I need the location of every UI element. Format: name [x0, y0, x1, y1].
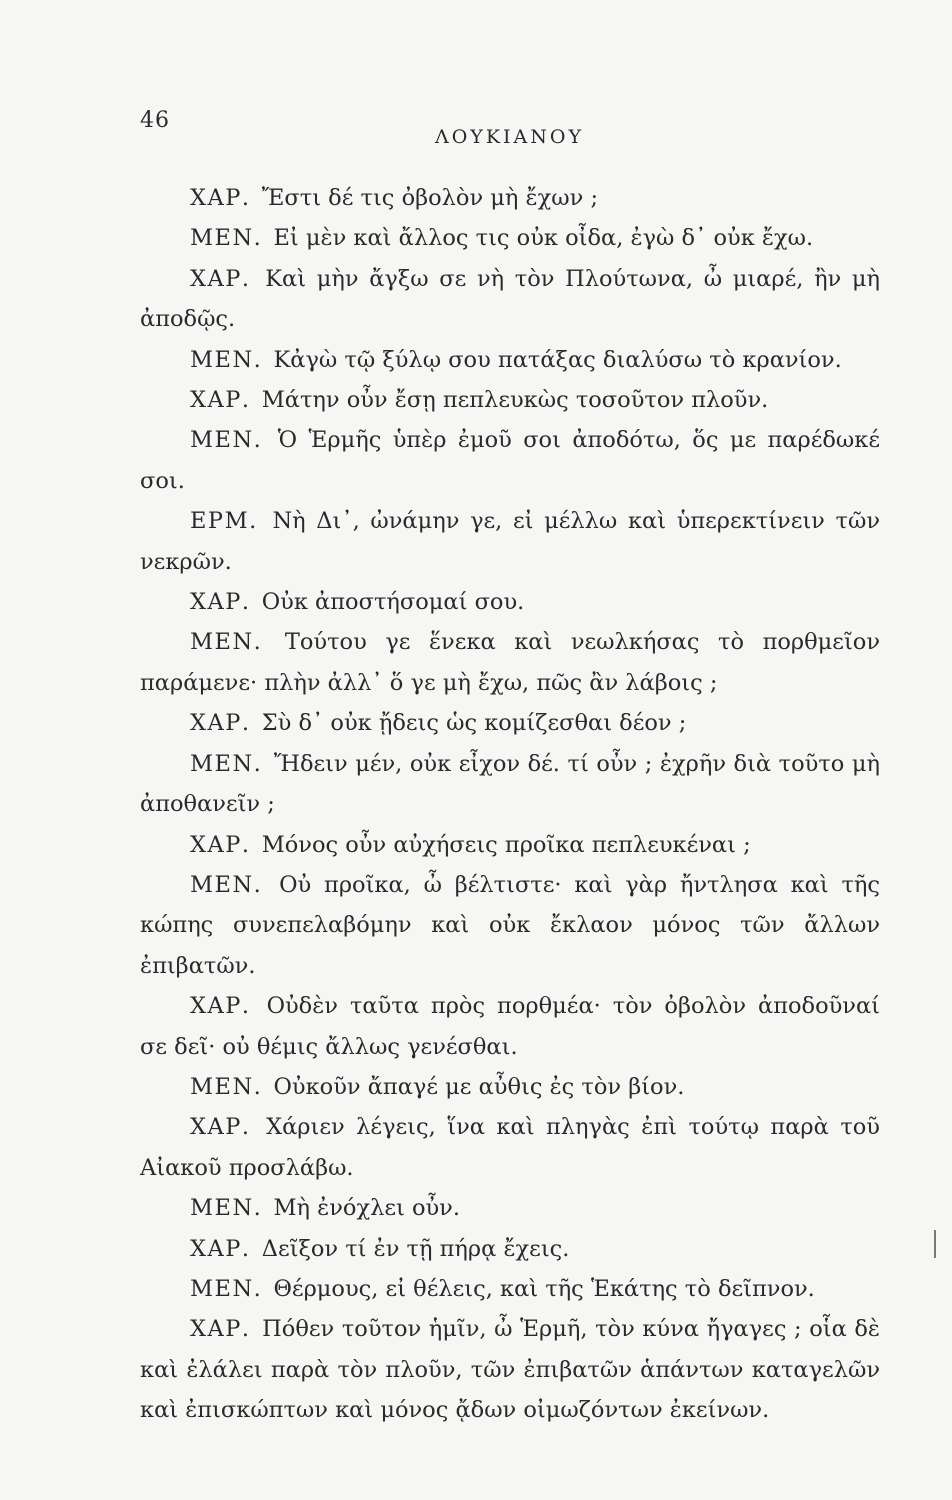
speaker-name: ΜΕΝ. — [190, 1195, 263, 1222]
speaker-name: ΧΑΡ. — [190, 265, 251, 292]
line-text: Νὴ Δι᾽, ὠνάμην γε, εἰ μέλλω καὶ ὑπερεκτίνειν τῶν νεκρῶν. — [140, 508, 880, 575]
line-text: Δεῖξον τί ἐν τῇ πήρᾳ ἔχεις. — [261, 1235, 570, 1262]
line-text: Οὐκ ἀποστήσομαί σου. — [261, 589, 525, 616]
line-text: Μόνος οὖν αὐχήσεις προῖκα πεπλευκέναι ; — [261, 831, 751, 858]
speaker-name: ΜΕΝ. — [190, 1073, 263, 1100]
line-text: Οὐκοῦν ἄπαγέ με αὖθις ἐς τὸν βίον. — [273, 1073, 685, 1100]
speaker-name: ΕΡΜ. — [190, 508, 258, 535]
page-number: 46 — [140, 108, 170, 133]
dialogue-line — [140, 380, 880, 420]
speaker-name: ΜΕΝ. — [190, 750, 263, 777]
line-text: Καὶ μὴν ἄγξω σε νὴ τὸν Πλούτωνα, ὦ μιαρέ, ἢν μὴ ἀποδῷς. — [140, 265, 881, 333]
line-text: Σὺ δ᾽ οὐκ ᾔδεις ὡς κομίζεσθαι δέον ; — [261, 710, 687, 737]
dialogue-line — [140, 1188, 880, 1228]
dialogue-line — [140, 340, 880, 380]
speaker-name: ΧΑΡ. — [190, 1114, 251, 1141]
speaker-name: ΧΑΡ. — [190, 993, 251, 1020]
dialogue-line — [140, 1067, 880, 1107]
dialogue-line — [140, 1107, 880, 1188]
dialogue-line — [140, 501, 880, 582]
speaker-name: ΜΕΝ. — [190, 427, 263, 454]
speaker-name: ΜΕΝ. — [190, 346, 263, 373]
line-text: Μὴ ἐνόχλει οὖν. — [273, 1195, 461, 1222]
dialogue-line — [140, 1269, 880, 1309]
dialogue-line — [140, 178, 880, 218]
dialogue-text — [140, 178, 880, 1431]
line-text: Χάριεν λέγεις, ἵνα καὶ πληγὰς ἐπὶ τούτῳ παρὰ τοῦ Αἰακοῦ προσλάβω. — [140, 1114, 880, 1181]
speaker-name: ΜΕΝ. — [190, 629, 263, 656]
line-text: Ἤδειν μέν, οὐκ εἶχον δέ. τί οὖν ; ἐχρῆν διὰ τοῦτο μὴ ἀποθανεῖν ; — [140, 750, 880, 818]
dialogue-line — [140, 420, 880, 501]
line-text: Οὐ προῖκα, ὦ βέλτιστε· καὶ γὰρ ἤντλησα καὶ τῆς κώπης συνεπελαβόμην καὶ οὐκ ἔκλαον μόνος τῶν ἄλλων ἐπιβατῶν. — [140, 871, 880, 979]
speaker-name: ΧΑΡ. — [190, 1235, 251, 1262]
speaker-name: ΧΑΡ. — [190, 387, 251, 414]
margin-mark — [934, 1230, 936, 1258]
dialogue-line — [140, 865, 880, 986]
speaker-name: ΜΕΝ. — [190, 225, 263, 252]
line-text: Πόθεν τοῦτον ἡμῖν, ὦ Ἑρμῆ, τὸν κύνα ἤγαγες ; οἷα δὲ καὶ ἐλάλει παρὰ τὸν πλοῦν, τῶν ἐπιβατῶν ἁπάντων καταγελῶν καὶ ἐπισκώπτων καὶ μόνος ᾄδων οἰμωζόντων ἐκείνων. — [140, 1316, 880, 1424]
line-text: Εἰ μὲν καὶ ἄλλος τις οὐκ οἶδα, ἐγὼ δ᾽ οὐκ ἔχω. — [273, 225, 814, 252]
speaker-name: ΧΑΡ. — [190, 831, 251, 858]
line-text: Θέρμους, εἰ θέλεις, καὶ τῆς Ἑκάτης τὸ δεῖπνον. — [273, 1275, 815, 1302]
dialogue-line — [140, 622, 880, 703]
line-text: Κἀγὼ τῷ ξύλῳ σου πατάξας διαλύσω τὸ κρανίον. — [273, 346, 842, 373]
dialogue-line — [140, 259, 880, 340]
speaker-name: ΧΑΡ. — [190, 710, 251, 737]
line-text: Ὁ Ἑρμῆς ὑπὲρ ἐμοῦ σοι ἀποδότω, ὅς με παρέδωκέ σοι. — [140, 427, 880, 494]
dialogue-line — [140, 218, 880, 258]
speaker-name: ΜΕΝ. — [190, 871, 263, 898]
dialogue-line — [140, 744, 880, 825]
page-header — [140, 108, 880, 148]
speaker-name: ΧΑΡ. — [190, 589, 251, 616]
dialogue-line — [140, 986, 880, 1067]
speaker-name: ΧΑΡ. — [190, 1316, 251, 1343]
dialogue-line — [140, 825, 880, 865]
dialogue-line — [140, 582, 880, 622]
line-text: Ἔστι δέ τις ὀβολὸν μὴ ἔχων ; — [261, 185, 599, 211]
line-text: Οὐδὲν ταῦτα πρὸς πορθμέα· τὸν ὀβολὸν ἀποδοῦναί σε δεῖ· οὐ θέμις ἄλλως γενέσθαι. — [140, 993, 880, 1060]
dialogue-line — [140, 1229, 880, 1269]
speaker-name: ΧΑΡ. — [190, 185, 251, 211]
line-text: Μάτην οὖν ἔσῃ πεπλευκὼς τοσοῦτον πλοῦν. — [261, 387, 769, 414]
speaker-name: ΜΕΝ. — [190, 1275, 263, 1302]
line-text: Τούτου γε ἕνεκα καὶ νεωλκήσας τὸ πορθμεῖον παράμενε· πλὴν ἀλλ᾽ ὅ γε μὴ ἔχω, πῶς ἂν λάβοις ; — [140, 629, 881, 696]
dialogue-line — [140, 703, 880, 743]
dialogue-line — [140, 1309, 880, 1430]
running-title: ΛΟΥΚΙΑΝΟΥ — [435, 126, 585, 148]
